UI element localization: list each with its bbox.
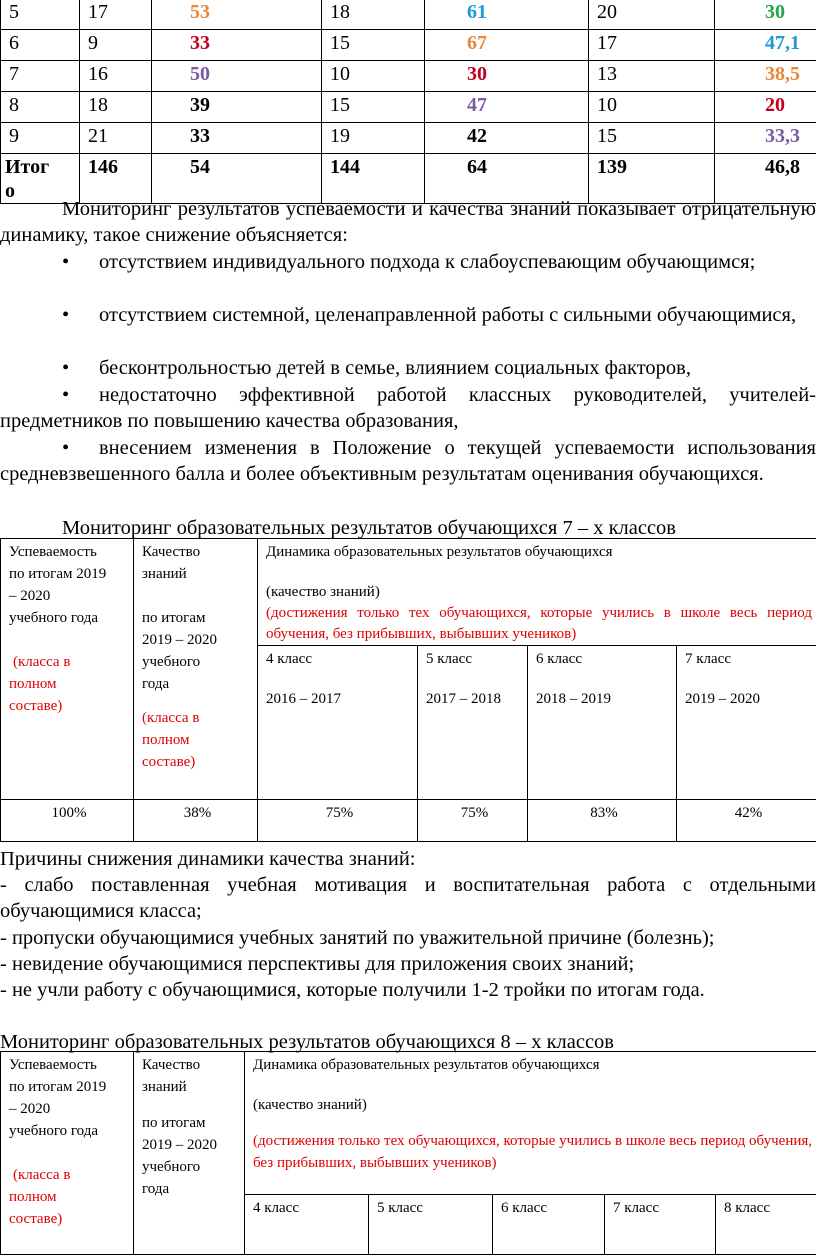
bullet-text: внесением изменения в Положение о текущей успеваемости использования средневзвешенного балла и более объективным результатам оценивания обучающихся. <box>0 435 816 488</box>
table-cell: 46,8 <box>715 154 816 204</box>
table-cell: 17 <box>589 30 715 61</box>
quality-header: Качество знаний по итогам 2019 – 2020 учебного года (класса в полном составе) <box>134 539 258 800</box>
class-header: 8 класс <box>716 1195 816 1255</box>
table-cell: 144 <box>322 154 425 204</box>
table-cell: 146 <box>80 154 152 204</box>
bullet-text: отсутствием системной, целенаправленной работы с сильными обучающимися, <box>0 302 816 328</box>
table-cell: 15 <box>322 92 425 123</box>
class-header: 5 класс <box>369 1195 493 1255</box>
value-cell: 75% <box>258 800 418 842</box>
reason-item: - слабо поставленная учебная мотивация и воспитательная работа с отдельными обучающимися класса; <box>0 872 816 925</box>
table-cell: 38,5 <box>715 61 816 92</box>
reason-item: - пропуски обучающимися учебных занятий по уважительной причине (болезнь); <box>0 925 816 951</box>
table-cell: 139 <box>589 154 715 204</box>
table-cell: 33,3 <box>715 123 816 154</box>
table-cell: 33 <box>152 123 322 154</box>
bullet-icon: • <box>62 382 69 408</box>
class-header: 6 класс 2018 – 2019 <box>528 646 677 800</box>
quality-header: Качество знаний по итогам 2019 – 2020 учебного года <box>134 1052 245 1255</box>
bullet-item <box>0 435 816 488</box>
bullet-text: бесконтрольностью детей в семье, влиянием социальных факторов, <box>0 355 816 381</box>
bullet-item <box>0 249 816 275</box>
class-header: 4 класс 2016 – 2017 <box>258 646 418 800</box>
bullet-text: недостаточно эффективной работой классных руководителей, учителей-предметников по повышению качества образования, <box>0 382 816 435</box>
table-cell: 7 <box>1 61 80 92</box>
table-cell: 33 <box>152 30 322 61</box>
bullet-icon: • <box>62 435 69 461</box>
class-header: 7 класс 2019 – 2020 <box>677 646 816 800</box>
table-cell: 20 <box>715 92 816 123</box>
table-cell: 9 <box>80 30 152 61</box>
table-cell: 42 <box>425 123 589 154</box>
bullet-icon: • <box>62 355 69 381</box>
table-cell: Итог о <box>1 154 80 204</box>
table-row <box>1 0 816 30</box>
table-cell: 8 <box>1 92 80 123</box>
dynamics-header: Динамика образовательных результатов обучающихся (качество знаний) (достижения только тех обучающихся, которые учились в школе весь период обучения, без прибывших, выбывших учеников) <box>258 539 816 646</box>
table-row <box>1 61 816 92</box>
reason-item: - не учли работу с обучающимися, которые получили 1-2 тройки по итогам года. <box>0 977 816 1003</box>
table-cell: 17 <box>80 0 152 30</box>
monitoring-paragraph: Мониторинг результатов успеваемости и качества знаний показывает отрицательную динамику, такое снижение объясняется: <box>0 196 816 249</box>
table-cell: 39 <box>152 92 322 123</box>
table-row <box>1 92 816 123</box>
table-cell: 5 <box>1 0 80 30</box>
bullet-icon: • <box>62 302 69 328</box>
table-cell: 10 <box>322 61 425 92</box>
table-cell: 16 <box>80 61 152 92</box>
bullet-item <box>0 382 816 435</box>
value-cell: 83% <box>528 800 677 842</box>
section-heading-8: Мониторинг образовательных результатов обучающихся 8 – х классов <box>0 1029 816 1055</box>
table-cell: 53 <box>152 0 322 30</box>
value-cell: 100% <box>1 800 134 842</box>
bullet-icon: • <box>62 249 69 275</box>
table-cell: 13 <box>589 61 715 92</box>
table-cell: 50 <box>152 61 322 92</box>
table-cell: 30 <box>715 0 816 30</box>
table-cell: 19 <box>322 123 425 154</box>
table-row <box>1 123 816 154</box>
table-cell: 21 <box>80 123 152 154</box>
table-cell: 15 <box>322 30 425 61</box>
table-cell: 10 <box>589 92 715 123</box>
table-cell: 18 <box>322 0 425 30</box>
progress-header: Успеваемость по итогам 2019 – 2020 учебного года (класса в полном составе) <box>1 539 134 800</box>
class-header: 5 класс 2017 – 2018 <box>418 646 528 800</box>
section-heading-7: Мониторинг образовательных результатов обучающихся 7 – х классов <box>62 515 676 541</box>
class-header: 4 класс <box>245 1195 369 1255</box>
table-cell: 67 <box>425 30 589 61</box>
table-cell: 18 <box>80 92 152 123</box>
table-cell: 30 <box>425 61 589 92</box>
progress-header: Успеваемость по итогам 2019 – 2020 учебного года (класса в полном составе) <box>1 1052 134 1255</box>
reasons-title: Причины снижения динамики качества знаний: <box>0 846 816 872</box>
bullet-item <box>0 302 816 328</box>
table-cell: 20 <box>589 0 715 30</box>
table-cell: 15 <box>589 123 715 154</box>
class-header: 6 класс <box>493 1195 605 1255</box>
table-cell: 64 <box>425 154 589 204</box>
value-cell: 38% <box>134 800 258 842</box>
table-cell: 54 <box>152 154 322 204</box>
table-cell: 6 <box>1 30 80 61</box>
dynamics-header: Динамика образовательных результатов обучающихся (качество знаний) (достижения только тех обучающихся, которые учились в школе весь период обучения, без прибывших, выбывших учеников) <box>245 1052 816 1195</box>
table-cell: 47 <box>425 92 589 123</box>
monitoring-table-7 <box>0 538 816 842</box>
table-cell: 47,1 <box>715 30 816 61</box>
results-table <box>0 0 816 204</box>
value-cell: 75% <box>418 800 528 842</box>
monitoring-table-8 <box>0 1051 816 1255</box>
table-cell: 61 <box>425 0 589 30</box>
bullet-item <box>0 355 816 381</box>
table-cell: 9 <box>1 123 80 154</box>
class-header: 7 класс <box>605 1195 716 1255</box>
bullet-text: отсутствием индивидуального подхода к слабоуспевающим обучающимся; <box>0 249 816 275</box>
reason-item: - невидение обучающимися перспективы для приложения своих знаний; <box>0 951 816 977</box>
value-cell: 42% <box>677 800 816 842</box>
table-row <box>1 30 816 61</box>
